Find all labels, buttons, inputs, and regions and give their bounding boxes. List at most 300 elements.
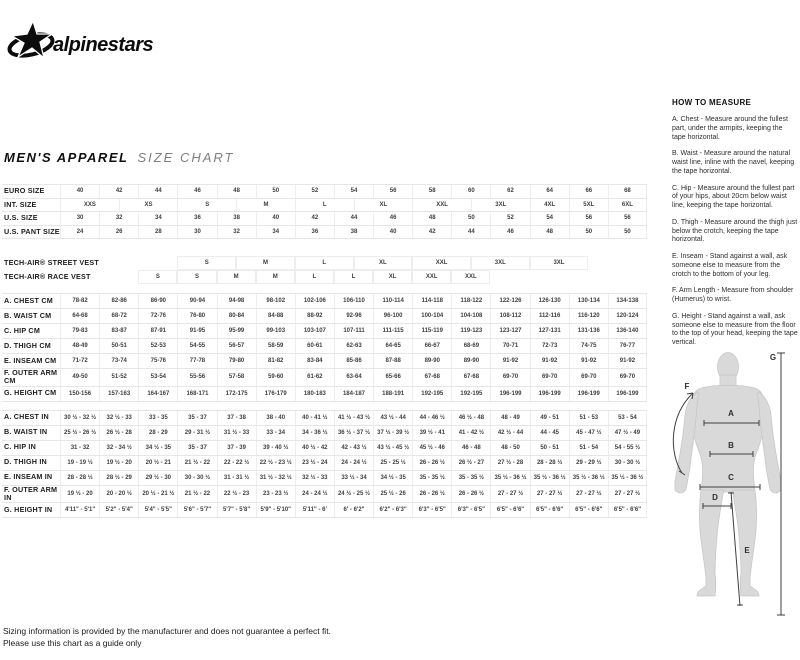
table-cell: 6'5" - 6'6" [569, 503, 608, 517]
table-group-cm [2, 293, 647, 402]
table-cell: 69-70 [569, 369, 608, 386]
table-cell: XXL [412, 199, 471, 212]
table-cell: 37 - 39 [217, 441, 256, 455]
table-cell: 35 - 37 [177, 441, 216, 455]
table-cell: 48-49 [60, 339, 99, 353]
table-cell: 150-156 [60, 387, 99, 401]
table-cell: 92-96 [334, 309, 373, 323]
table-cell: 32 ½ - 33 [99, 411, 138, 425]
table-cell: 38 [334, 226, 373, 239]
table-row [2, 270, 647, 284]
row-label: U.S. SIZE [4, 213, 38, 223]
table-cell: 90-94 [177, 294, 216, 308]
row-label: E. INSEAM CM [4, 355, 57, 365]
table-cell: 6'3" - 6'5" [412, 503, 451, 517]
table-cell: 107-111 [334, 324, 373, 338]
table-cell: 48 [217, 185, 256, 198]
table-cell: 5'7" - 5'8" [217, 503, 256, 517]
table-row [2, 456, 647, 471]
table-cell: 34 [256, 226, 295, 239]
table-cell: 104-108 [451, 309, 490, 323]
table-row [2, 354, 647, 369]
table-cell: 40 [256, 212, 295, 225]
table-cell: 87-88 [373, 354, 412, 368]
table-cell: XXL [412, 270, 451, 284]
table-cell: 50 [569, 226, 608, 239]
table-cell: 164-167 [138, 387, 177, 401]
table-cell: 47 ½ - 49 [608, 426, 647, 440]
alpinestars-logo [6, 18, 158, 71]
table-cell: 4XL [530, 199, 569, 212]
table-cell: 77-78 [177, 354, 216, 368]
table-cell: 58-59 [256, 339, 295, 353]
table-cell: 126-130 [530, 294, 569, 308]
table-cell: 24 ½ - 25 ½ [334, 486, 373, 503]
table-cell: 46 ½ - 48 [451, 411, 490, 425]
table-cell: 44 [138, 185, 177, 198]
table-cell: 49-50 [60, 369, 99, 386]
table-cell: 84-88 [256, 309, 295, 323]
table-cell: 168-171 [177, 387, 216, 401]
table-cell: 28 [138, 226, 177, 239]
table-cell: 44 - 45 [530, 426, 569, 440]
table-cell: 42 [295, 212, 334, 225]
table-cell: 31 - 31 ½ [217, 471, 256, 485]
how-to-measure-panel [672, 98, 798, 356]
table-cell: 36 [177, 212, 216, 225]
table-cell: 6'5" - 6'6" [530, 503, 569, 517]
table-cell: L [334, 270, 373, 284]
table-cell: 25 ½ - 26 ½ [60, 426, 99, 440]
table-cell: 42 ½ - 44 [490, 426, 529, 440]
table-cell: 94-98 [217, 294, 256, 308]
page-title-primary: MEN'S APPAREL [4, 150, 129, 165]
table-cell: 46 [373, 212, 412, 225]
table-cell: 5'11" - 6' [295, 503, 334, 517]
table-cell: 68 [608, 185, 647, 198]
table-cell: 22 ½ - 23 ½ [256, 456, 295, 470]
table-cell: 32 - 34 ½ [99, 441, 138, 455]
table-cell: 98-102 [256, 294, 295, 308]
table-cell: 31 ½ - 33 [217, 426, 256, 440]
table-cell: 50 - 51 [530, 441, 569, 455]
table-cell: 42 [99, 185, 138, 198]
table-cell: 27 - 27 ½ [490, 486, 529, 503]
table-cell: 37 ½ - 39 ½ [373, 426, 412, 440]
measurement-figure [653, 348, 798, 660]
table-cell: 33 - 35 [138, 411, 177, 425]
table-cell: 106-110 [334, 294, 373, 308]
table-cell: XL [373, 270, 412, 284]
table-cell: 46 - 48 [451, 441, 490, 455]
table-cell: 54 [530, 212, 569, 225]
table-row [2, 256, 647, 270]
table-cell: 122-126 [490, 294, 529, 308]
table-cell: 116-120 [569, 309, 608, 323]
table-cell: 44 [334, 212, 373, 225]
label-e: E [744, 546, 750, 555]
table-cell: 108-112 [490, 309, 529, 323]
table-cell: 20 ½ - 21 ½ [138, 486, 177, 503]
table-cell: 28 - 28 ½ [530, 456, 569, 470]
table-cell: 63-64 [334, 369, 373, 386]
table-cell: 196-199 [490, 387, 529, 401]
table-cell: 34 ½ - 35 [373, 471, 412, 485]
table-row [2, 324, 647, 339]
table-cell: 30 ½ - 32 ½ [60, 411, 99, 425]
table-cell: 69-70 [530, 369, 569, 386]
table-cell: 4'11" - 5'1" [60, 503, 99, 517]
table-row [2, 369, 647, 387]
table-cell: 30 [60, 212, 99, 225]
table-cell: 41 ½ - 43 ½ [334, 411, 373, 425]
table-cell: S [177, 256, 236, 270]
table-cell: 196-199 [569, 387, 608, 401]
table-cell: 45 - 47 ½ [569, 426, 608, 440]
table-cell: 19 ½ - 20 [60, 486, 99, 503]
table-cell: 64-65 [373, 339, 412, 353]
table-cell: S [177, 270, 216, 284]
table-cell: 65-66 [373, 369, 412, 386]
table-cell: 35 - 37 [177, 411, 216, 425]
table-cell: 41 - 42 ½ [451, 426, 490, 440]
table-cell: 24 - 24 ½ [295, 486, 334, 503]
table-row [2, 486, 647, 504]
table-cell: 52-53 [138, 339, 177, 353]
table-cell: 91-95 [177, 324, 216, 338]
table-cell: 95-99 [217, 324, 256, 338]
table-cell: 20 ½ - 21 [138, 456, 177, 470]
table-cell: 50 [608, 226, 647, 239]
table-cell: 37 - 38 [217, 411, 256, 425]
table-cell: 102-106 [295, 294, 334, 308]
table-cell: 112-116 [530, 309, 569, 323]
table-cell: 68-69 [451, 339, 490, 353]
table-cell: 51 - 53 [569, 411, 608, 425]
table-cell: 35 ½ - 36 ½ [490, 471, 529, 485]
table-cell: 81-82 [256, 354, 295, 368]
table-cell: 51-52 [99, 369, 138, 386]
table-cell: 26 - 26 ½ [412, 456, 451, 470]
table-cell: 91-92 [490, 354, 529, 368]
table-cell: 83-87 [99, 324, 138, 338]
table-cell: 27 - 27 ½ [530, 486, 569, 503]
row-label: EURO SIZE [4, 186, 45, 196]
table-cell: 86-90 [138, 294, 177, 308]
table-cell: 34 [138, 212, 177, 225]
table-cell: 66 [569, 185, 608, 198]
table-cell: XXL [412, 256, 471, 270]
table-row [2, 309, 647, 324]
table-cell: 62-63 [334, 339, 373, 353]
table-cell: 172-175 [217, 387, 256, 401]
table-cell: 80-84 [217, 309, 256, 323]
table-cell: 31 ½ - 32 ½ [256, 471, 295, 485]
table-cell: 51 - 54 [569, 441, 608, 455]
table-cell: 55-56 [177, 369, 216, 386]
table-cell: 36 [295, 226, 334, 239]
table-cell: 62 [490, 185, 529, 198]
table-cell: 71-72 [60, 354, 99, 368]
table-row [2, 441, 647, 456]
table-cell: 27 - 27 ½ [608, 486, 647, 503]
row-label: D. THIGH IN [4, 457, 47, 467]
table-cell: 96-100 [373, 309, 412, 323]
table-cell: 52 [295, 185, 334, 198]
size-table [2, 184, 647, 518]
table-cell: 100-104 [412, 309, 451, 323]
table-cell: 25 ½ - 26 [373, 486, 412, 503]
page-title [4, 150, 235, 165]
measure-item-inseam: E. Inseam - Stand against a wall, ask someone else to measure from the crotch to the bottom of your leg. [672, 253, 788, 278]
table-cell: 39 - 40 ½ [256, 441, 295, 455]
table-cell: 35 ½ - 36 ½ [530, 471, 569, 485]
table-cell: 196-199 [608, 387, 647, 401]
table-cell: 64-68 [60, 309, 99, 323]
table-cell: 134-138 [608, 294, 647, 308]
table-cell: 5'4" - 5'5" [138, 503, 177, 517]
table-row [2, 503, 647, 518]
table-cell: 31 - 32 [60, 441, 99, 455]
table-cell: 26 [99, 226, 138, 239]
table-cell: 53 - 54 [608, 411, 647, 425]
table-cell: M [236, 256, 295, 270]
table-cell: 73-74 [99, 354, 138, 368]
table-cell: 5'9" - 5'10" [256, 503, 295, 517]
table-cell: 74-75 [569, 339, 608, 353]
table-cell: 91-92 [608, 354, 647, 368]
measure-item-waist: B. Waist - Measure around the natural waist line, inline with the navel, keeping the tape horizontal. [672, 150, 795, 175]
table-cell: 48 [412, 212, 451, 225]
table-cell: 196-199 [530, 387, 569, 401]
table-cell: 120-124 [608, 309, 647, 323]
table-cell: 26 - 26 ½ [451, 486, 490, 503]
table-cell: 66-67 [412, 339, 451, 353]
table-cell: XXS [60, 199, 119, 212]
table-cell: 33 - 34 [256, 426, 295, 440]
table-cell: 46 [490, 226, 529, 239]
table-row [2, 410, 647, 426]
table-cell: 26 ½ - 27 [451, 456, 490, 470]
table-cell: 23 - 23 ½ [256, 486, 295, 503]
table-cell: 123-127 [490, 324, 529, 338]
table-cell: 54 [334, 185, 373, 198]
table-cell: 21 ½ - 22 [177, 456, 216, 470]
logo-wordmark: alpinestars [53, 34, 154, 56]
table-cell: 34 - 36 ½ [295, 426, 334, 440]
table-cell: 42 [412, 226, 451, 239]
row-label: C. HIP CM [4, 325, 41, 335]
table-cell: 78-82 [60, 294, 99, 308]
disclaimer-line-1: Sizing information is provided by the manufacturer and does not guarantee a perfect fit. [3, 626, 331, 636]
row-label: D. THIGH CM [4, 340, 51, 350]
table-cell: 188-191 [373, 387, 412, 401]
table-cell: 119-123 [451, 324, 490, 338]
table-cell: 52 [490, 212, 529, 225]
table-cell: 59-60 [256, 369, 295, 386]
table-cell: 70-71 [490, 339, 529, 353]
table-cell: 79-83 [60, 324, 99, 338]
table-cell: 35 - 35 ½ [451, 471, 490, 485]
table-cell: 19 - 19 ½ [60, 456, 99, 470]
row-label: TECH-AIR® STREET VEST [4, 257, 99, 267]
table-cell: 114-118 [412, 294, 451, 308]
table-cell: 6'5" - 6'6" [608, 503, 647, 517]
table-cell: S [138, 270, 177, 284]
row-label: INT. SIZE [4, 199, 37, 209]
table-row [2, 212, 647, 226]
table-cell: 22 - 22 ½ [217, 456, 256, 470]
table-cell: 44 [451, 226, 490, 239]
table-cell: 115-119 [412, 324, 451, 338]
table-cell: XS [119, 199, 178, 212]
table-cell: 56 [608, 212, 647, 225]
table-group-vests [2, 256, 647, 284]
table-cell: 99-103 [256, 324, 295, 338]
table-cell: 40 [373, 226, 412, 239]
logo-star-icon [12, 21, 52, 58]
table-cell: 6'5" - 6'6" [490, 503, 529, 517]
table-cell: 38 [217, 212, 256, 225]
table-cell: 35 ½ - 36 ½ [569, 471, 608, 485]
label-d: D [712, 493, 718, 502]
table-cell: 130-134 [569, 294, 608, 308]
table-row [2, 293, 647, 309]
table-cell: 75-76 [138, 354, 177, 368]
table-cell: 67-68 [412, 369, 451, 386]
table-cell: XL [354, 256, 413, 270]
label-a: A [728, 409, 734, 418]
table-cell: 22 ½ - 23 [217, 486, 256, 503]
table-cell: 28 ½ - 29 [99, 471, 138, 485]
table-row [2, 226, 647, 240]
table-cell: 35 ½ - 36 ½ [608, 471, 647, 485]
table-cell: 57-58 [217, 369, 256, 386]
table-cell: 56 [373, 185, 412, 198]
table-cell: 6' - 6'2" [334, 503, 373, 517]
table-cell: 27 ½ - 28 [490, 456, 529, 470]
table-cell: 5'6" - 5'7" [177, 503, 216, 517]
table-cell: 76-80 [177, 309, 216, 323]
table-cell: 26 ½ - 28 [99, 426, 138, 440]
table-cell: 36 ½ - 37 ½ [334, 426, 373, 440]
label-f: F [684, 382, 690, 391]
table-cell: 27 - 27 ½ [569, 486, 608, 503]
disclaimer-line-2: Please use this chart as a guide only [3, 638, 142, 648]
row-label: C. HIP IN [4, 442, 37, 452]
table-cell: 61-62 [295, 369, 334, 386]
table-cell: L [295, 270, 334, 284]
table-cell: 30 - 30 ½ [177, 471, 216, 485]
table-cell: 91-92 [530, 354, 569, 368]
table-cell: 29 ½ - 30 [138, 471, 177, 485]
table-cell: S [177, 199, 236, 212]
table-cell: 131-136 [569, 324, 608, 338]
table-cell: 38 - 40 [256, 411, 295, 425]
table-cell: 69-70 [490, 369, 529, 386]
table-cell: 3XL [471, 256, 530, 270]
table-cell: 67-68 [451, 369, 490, 386]
table-cell: 40 - 41 ½ [295, 411, 334, 425]
table-cell: 3XL [530, 256, 589, 270]
table-cell: 60 [451, 185, 490, 198]
alpinestars-logo-icon [6, 18, 158, 66]
table-row [2, 339, 647, 354]
measure-item-arm: F. Arm Length - Measure from shoulder (Humerus) to wrist. [672, 287, 794, 303]
table-cell: 69-70 [608, 369, 647, 386]
table-cell: 50 [256, 185, 295, 198]
table-cell: 28 - 29 [138, 426, 177, 440]
table-cell: 56-57 [217, 339, 256, 353]
table-cell: 21 ½ - 22 [177, 486, 216, 503]
table-cell: 44 - 46 ½ [412, 411, 451, 425]
table-cell: L [295, 256, 354, 270]
table-cell: 68-72 [99, 309, 138, 323]
table-cell: 89-90 [451, 354, 490, 368]
table-cell: 24 - 24 ½ [334, 456, 373, 470]
row-label: G. HEIGHT CM [4, 388, 57, 398]
table-cell: 32 [99, 212, 138, 225]
table-cell: 6'2" - 6'3" [373, 503, 412, 517]
table-cell: 46 [177, 185, 216, 198]
table-cell: 49 - 51 [530, 411, 569, 425]
measure-item-height: G. Height - Stand against a wall, ask someone else to measure from the floor to the top of your head, keeping the tape vertical. [672, 312, 798, 346]
disclaimer [3, 625, 331, 649]
table-cell: 23 ½ - 24 [295, 456, 334, 470]
table-group-sizes [2, 184, 647, 239]
table-cell: 64 [530, 185, 569, 198]
table-cell: 60-61 [295, 339, 334, 353]
table-cell: 6'3" - 6'5" [451, 503, 490, 517]
table-cell: 88-92 [295, 309, 334, 323]
table-cell: 5'2" - 5'4" [99, 503, 138, 517]
table-cell: 39 ½ - 41 [412, 426, 451, 440]
table-cell: XXL [451, 270, 490, 284]
table-cell: 48 - 49 [490, 411, 529, 425]
table-cell: 103-107 [295, 324, 334, 338]
row-label: B. WAIST CM [4, 310, 52, 320]
table-cell: M [256, 270, 295, 284]
measure-item-chest: A. Chest - Measure around the fullest part, under the armpits, keeping the tape horizontal. [672, 116, 788, 141]
table-cell: 54-55 [177, 339, 216, 353]
table-cell: 29 - 31 ½ [177, 426, 216, 440]
table-cell: 184-187 [334, 387, 373, 401]
table-cell: 32 [217, 226, 256, 239]
table-row [2, 471, 647, 486]
table-cell: 53-54 [138, 369, 177, 386]
table-cell: 91-92 [569, 354, 608, 368]
table-cell: 33 ½ - 34 [334, 471, 373, 485]
row-label: A. CHEST IN [4, 412, 49, 422]
table-cell: 176-179 [256, 387, 295, 401]
table-cell: 3XL [471, 199, 530, 212]
table-cell: 87-91 [138, 324, 177, 338]
table-cell: 72-76 [138, 309, 177, 323]
table-cell: 5XL [569, 199, 608, 212]
table-cell: 45 ½ - 46 [412, 441, 451, 455]
table-cell: 89-90 [412, 354, 451, 368]
table-cell: 127-131 [530, 324, 569, 338]
table-cell: 72-73 [530, 339, 569, 353]
row-label: TECH-AIR® RACE VEST [4, 271, 91, 281]
table-cell: 56 [569, 212, 608, 225]
table-cell: 85-86 [334, 354, 373, 368]
table-cell: 58 [412, 185, 451, 198]
how-to-measure-heading: HOW TO MEASURE [672, 98, 752, 107]
table-cell: 82-86 [99, 294, 138, 308]
table-cell: 19 ½ - 20 [99, 456, 138, 470]
table-cell: 30 [177, 226, 216, 239]
